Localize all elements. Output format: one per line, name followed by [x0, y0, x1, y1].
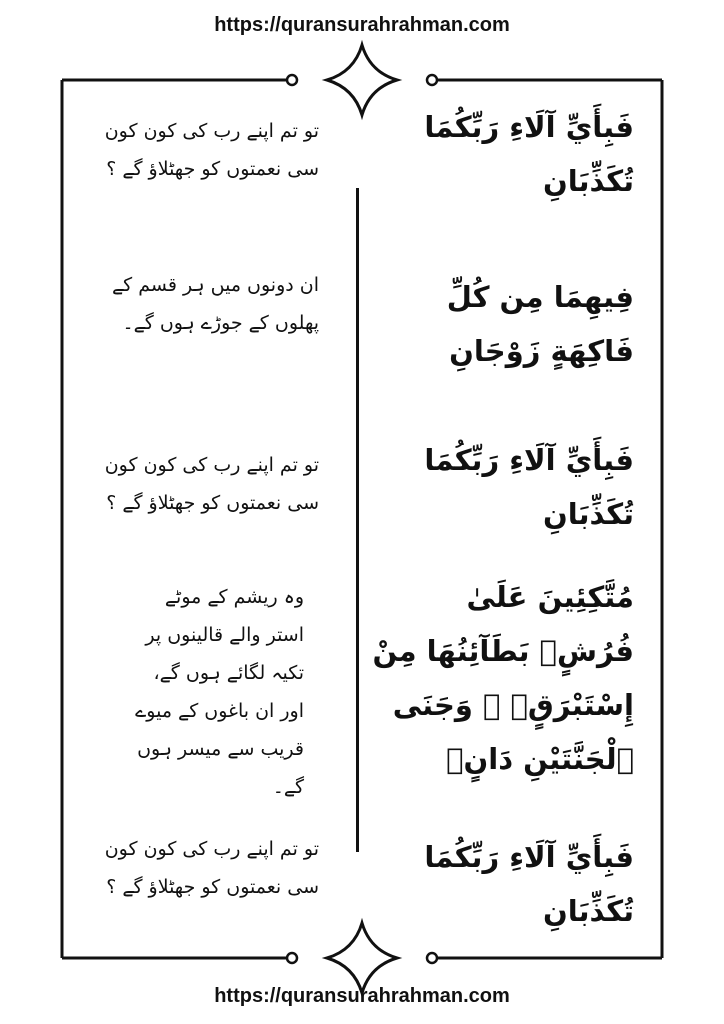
urdu-translation-1: تو تم اپنے رب کی کون کون سی نعمتوں کو جھٹلاؤ گے ؟ [104, 120, 319, 180]
header-url[interactable]: https://quransurahrahman.com [214, 14, 510, 36]
arabic-verse-1: فَبِأَيِّ آلَاءِ رَبِّكُمَا تُكَذِّبَانِ [424, 110, 634, 198]
arabic-verse-2: فِيهِمَا مِن كُلِّ فَاكِهَةٍ زَوْجَانِ [446, 280, 634, 368]
footer-url[interactable]: https://quransurahrahman.com [214, 985, 510, 1007]
urdu-translation-2: ان دونوں میں ہر قسم کے پھلوں کے جوڑے ہوں گے۔ [112, 274, 319, 334]
urdu-translation-4: وہ ریشم کے موٹے استر والے قالینوں پر تکیہ لگائے ہوں گے، اور ان باغوں کے میوے قریب سے میسر ہوں گے۔ [135, 586, 304, 798]
arabic-verse-4: مُتَّكِئِينَ عَلَىٰ فُرُشٍۭ بَطَآئِنُهَا مِنْ إِسْتَبْرَقٍۢ ۚ وَجَنَى ٱلْجَنَّتَيْنِ دَانٍۢ [372, 580, 634, 776]
arabic-verse-3: فَبِأَيِّ آلَاءِ رَبِّكُمَا تُكَذِّبَانِ [424, 443, 634, 531]
urdu-translation-3: تو تم اپنے رب کی کون کون سی نعمتوں کو جھٹلاؤ گے ؟ [104, 454, 319, 514]
arabic-verse-5: فَبِأَيِّ آلَاءِ رَبِّكُمَا تُكَذِّبَانِ [424, 840, 634, 928]
column-divider [356, 188, 359, 852]
urdu-translation-5: تو تم اپنے رب کی کون کون سی نعمتوں کو جھٹلاؤ گے ؟ [104, 838, 319, 898]
